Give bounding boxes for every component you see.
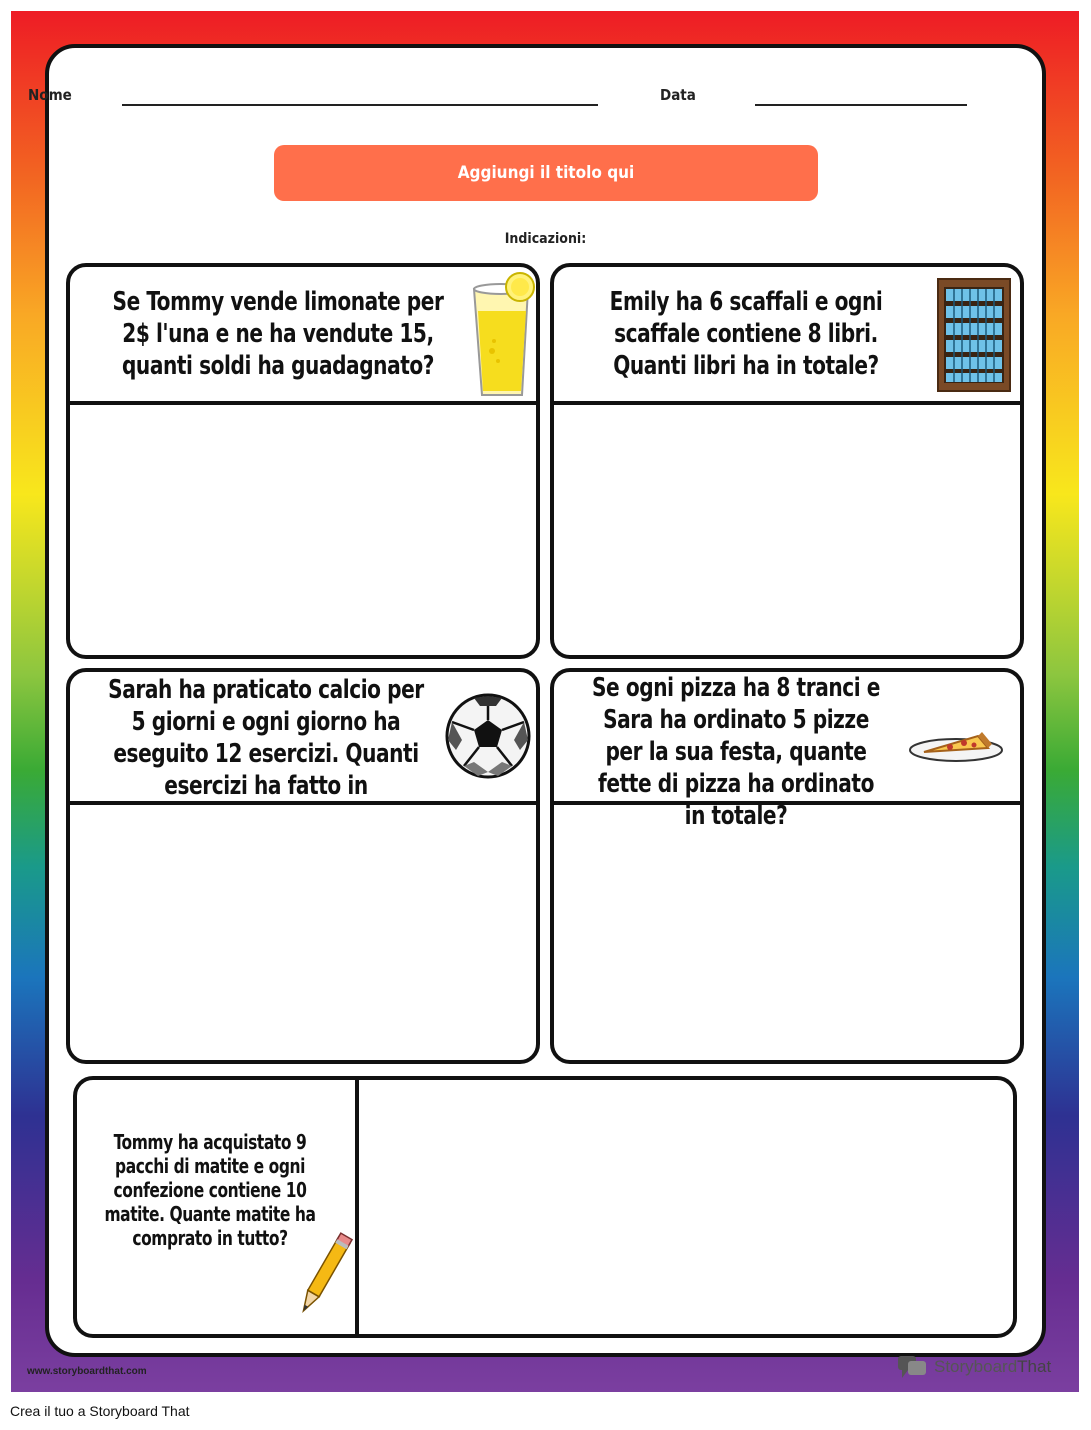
problem-card-5 <box>73 1076 1017 1338</box>
problem-1-header <box>70 267 536 405</box>
date-label: Data <box>660 86 696 104</box>
pencil-icon <box>293 1228 353 1324</box>
problem-5-divider <box>355 1080 359 1334</box>
bookshelf-icon <box>936 277 1012 393</box>
soccer-ball-icon <box>444 692 532 780</box>
problem-card-1 <box>66 263 540 659</box>
footer-url[interactable]: www.storyboardthat.com <box>27 1366 147 1377</box>
storyboardthat-logo[interactable] <box>896 1354 1051 1380</box>
brand-name-b: That <box>1017 1357 1052 1376</box>
problem-card-3 <box>66 668 540 1064</box>
problem-4-header <box>554 672 1020 831</box>
worksheet-title[interactable]: Aggiungi il titolo qui <box>274 145 818 201</box>
pizza-slice-icon <box>908 728 1004 768</box>
date-field-line[interactable] <box>755 104 967 106</box>
problem-card-2 <box>550 263 1024 659</box>
name-field-line[interactable] <box>122 104 598 106</box>
problem-2-header <box>554 267 1020 405</box>
problem-card-4 <box>550 668 1024 1064</box>
problem-3-text: Sarah ha praticato calcio per 5 giorni e ogni giorno ha eseguito 12 esercizi. Quanti esercizi ha fatto in <box>108 675 424 801</box>
problem-3-header <box>70 672 536 805</box>
problem-5-text: Tommy ha acquistato 9 pacchi di matite e ogni confezione contiene 10 matite. Quante matite ha comprato in tutto? <box>104 1130 316 1250</box>
problem-1-text: Se Tommy vende limonate per 2$ l'una e ne ha vendute 15, quanti soldi ha guadagnato? <box>112 287 444 381</box>
brand-name-a: Storyboard <box>934 1357 1018 1376</box>
problem-4-text: Se ogni pizza ha 8 tranci e Sara ha ordinato 5 pizze per la sua festa, quante fette di pizza ha ordinato in totale? <box>591 673 881 831</box>
name-label: Nome <box>28 86 72 104</box>
problem-2-text: Emily ha 6 scaffali e ogni scaffale contiene 8 libri. Quanti libri ha in totale? <box>609 287 883 381</box>
speech-bubble-icon <box>896 1354 928 1380</box>
lemonade-glass-icon <box>468 271 538 401</box>
caption-link[interactable]: Crea il tuo a Storyboard That <box>10 1403 190 1419</box>
directions-label: Indicazioni: <box>504 231 587 247</box>
